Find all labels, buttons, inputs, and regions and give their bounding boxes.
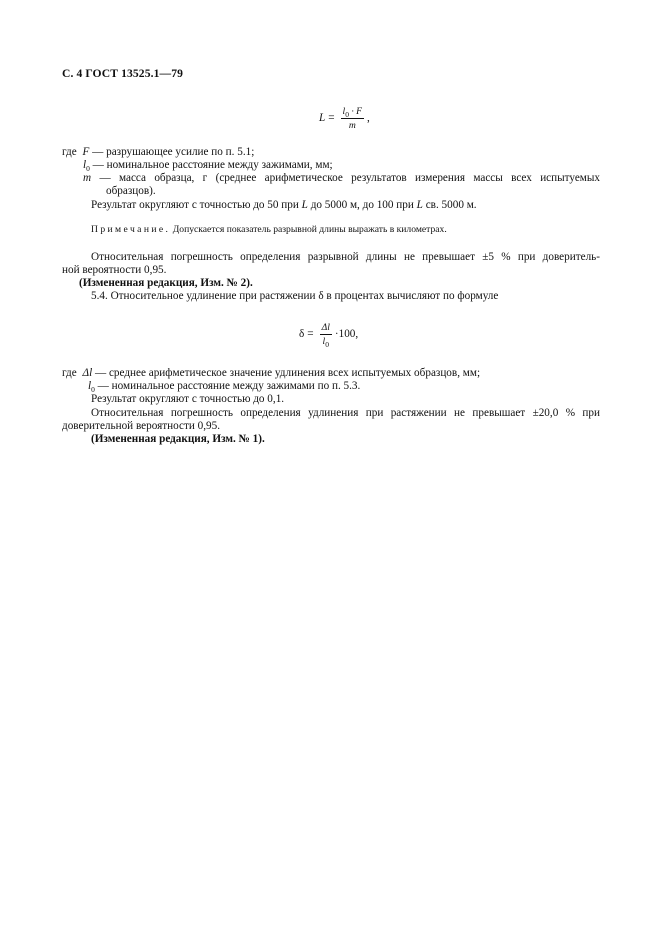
var-m: m [83,172,92,184]
formula-lhs: δ [299,328,305,341]
formula-lhs: L [319,112,326,125]
def-m-cont: образцов). [106,185,156,197]
formula-fraction [320,322,332,347]
clause-5-4-part2: в процентах вычисляют по формуле [323,290,499,302]
document-page [62,0,600,936]
var-f: · F [348,106,363,117]
round1-part3: св. 5000 м. [422,199,477,211]
formula-tail: , [367,112,370,125]
round1-part1: Результат округляют с точностью до 50 при [91,199,302,211]
var-l-upper: L [416,199,423,211]
formula-fraction [341,106,364,131]
def-f-text: — разрушающее усилие по п. 5.1; [89,146,255,158]
fraction-denominator [323,335,329,347]
error-text-2-line2: доверительной вероятности 0,95. [62,420,221,432]
clause-5-4 [91,290,498,303]
def-l0-text: — номинальное расстояние между зажимами, мм; [89,159,333,171]
def-delta-l-text: — среднее арифметическое значение удлинения всех испытуемых образцов, мм; [92,367,481,379]
var-l: l [83,159,87,171]
formula-elongation [299,322,358,347]
amendment-note-2: (Измененная редакция, Изм. № 2). [79,277,253,289]
formula-equals: = [307,328,314,341]
fraction-numerator: Δl [321,322,330,333]
var-l: l [88,380,92,392]
subscript-0: 0 [345,110,349,119]
round1-part2: до 5000 м, до 100 при [307,199,417,211]
def-delta-l [62,367,480,380]
delta-symbol: δ [318,290,324,302]
def-l0-2-text: — номинальное расстояние между зажимами по п. 5.3. [94,380,361,392]
formula-breaking-length [319,106,370,131]
note [91,224,447,237]
formula-tail: ·100, [334,328,359,341]
def-l0 [83,159,333,173]
var-l: l [342,106,346,117]
rounding-rule-1 [91,199,477,212]
fraction-numerator [341,106,364,119]
page-header: С. 4 ГОСТ 13525.1—79 [62,67,183,80]
gde-word: где [62,146,77,158]
var-l-upper: L [301,199,308,211]
subscript-0: 0 [91,385,95,394]
note-text: Допускается показатель разрывной длины выражать в километрах. [170,224,447,235]
note-label: Примечание. [91,224,171,235]
rounding-rule-2: Результат округляют с точностью до 0,1. [91,393,285,405]
def-m-text: — масса образца, г (среднее арифметическое результатов измерения массы всех испытуемых [91,172,600,184]
error-text-1-line1: Относительная погрешность определения разрывной длины не превышает ±5 % при доверитель- [91,251,600,263]
subscript-0: 0 [86,164,90,173]
def-l0-2 [88,380,360,394]
formula-equals: = [328,112,335,125]
def-m [83,172,600,185]
var-delta-l: Δl [82,367,93,379]
gde-word: где [62,367,77,379]
var-f: F [82,146,90,158]
var-l: l [322,336,326,347]
clause-5-4-part1: 5.4. Относительное удлинение при растяжении [91,290,319,302]
error-text-2-line1: Относительная погрешность определения удлинения при растяжении не превышает ±20,0 % при [91,407,600,419]
subscript-0: 0 [325,340,329,349]
error-text-1-line2: ной вероятности 0,95. [62,264,167,276]
def-f [62,146,254,159]
fraction-denominator: m [348,120,356,131]
amendment-note-1: (Измененная редакция, Изм. № 1). [91,433,265,445]
